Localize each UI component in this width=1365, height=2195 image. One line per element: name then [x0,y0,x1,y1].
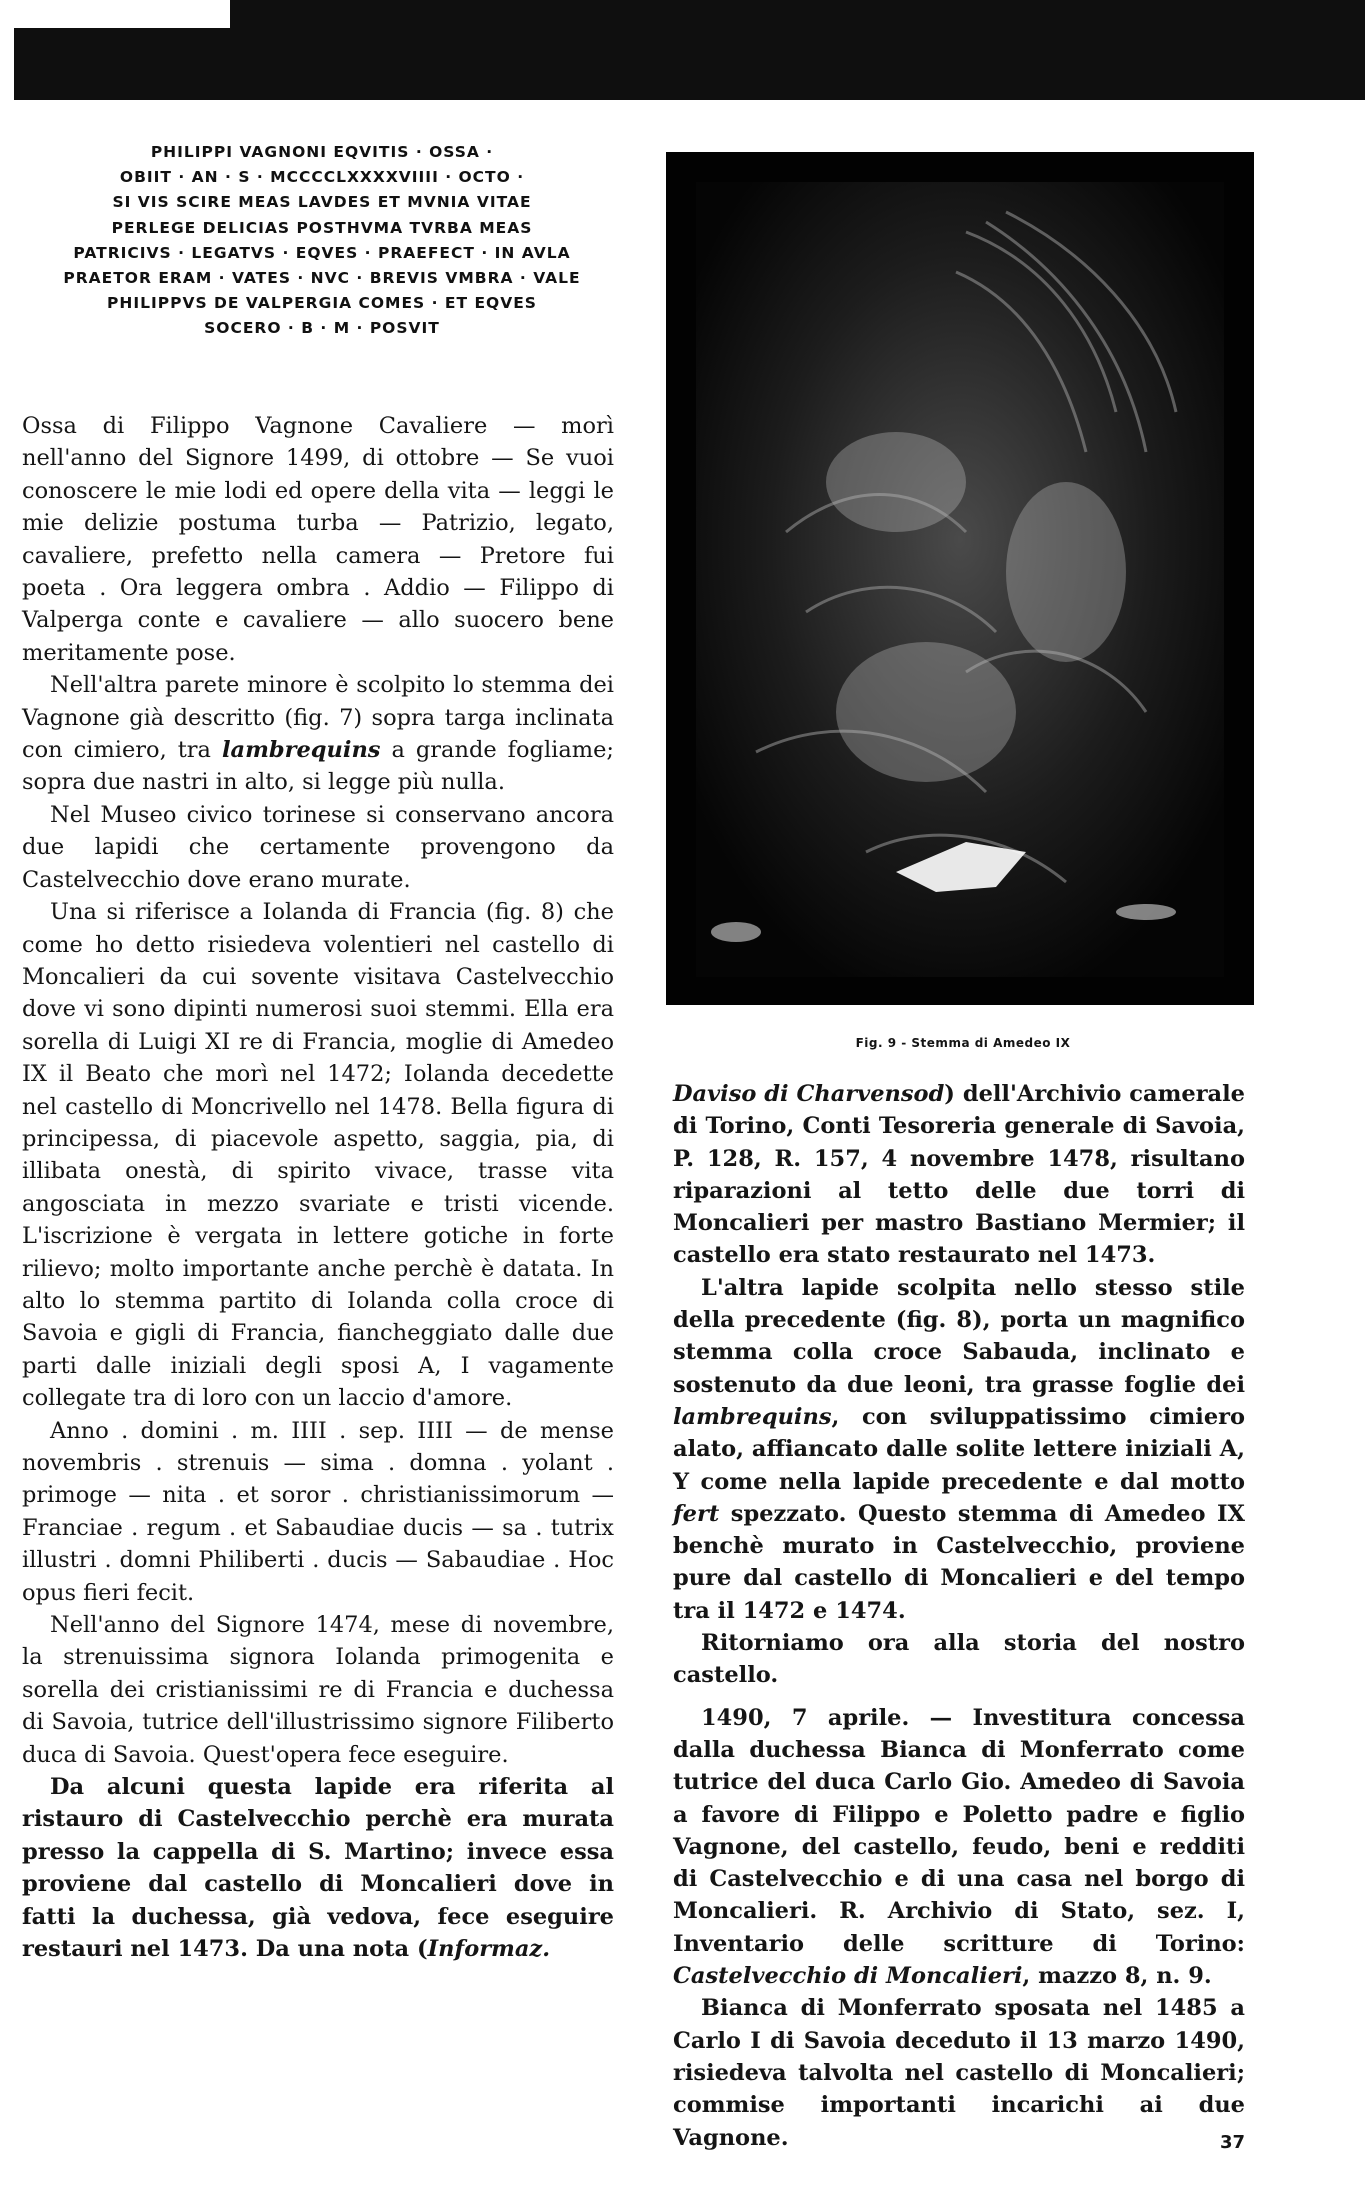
paragraph-vagnone-crest [22,669,614,799]
paragraph-inscription-translation: Nell'anno del Signore 1474, mese di novembre, la strenuissima signora Iolanda primogenita e sorella dei cristianissimi re di Francia e duchessa di Savoia, tutrice dell'illustrissimo signore Filiberto duca di Savoia. Quest'opera fece eseguire. [22,1612,614,1768]
scan-edge-corner [0,28,14,100]
stemma-photo-illustration [666,152,1254,1005]
inscription-line: SOCERO · B · M · POSVIT [204,319,440,338]
paragraph-archive-note [673,1078,1245,1272]
scan-top-band [0,0,1365,100]
inscription-line: PHILIPPI VAGNONI EQVITIS · OSSA · [150,143,494,161]
inscription-line: SI VIS SCIRE MEAS LAVDES ET MVNIA VITAE [112,193,532,212]
emphasis: lambrequins [221,737,381,764]
emphasis: fert [673,1500,720,1527]
figure-caption: Fig. 9 - Stemma di Amedeo IX [855,1036,1071,1050]
text-run: , mazzo 8, n. 9. [1022,1963,1212,1990]
page-number: 37 [1220,2132,1246,2153]
scan-edge-light [0,0,230,28]
inscription-line: PHILIPPVS DE VALPERGIA COMES · ET EQVES [107,294,537,313]
right-column [673,1078,1245,2154]
text-run: L'altra lapide scolpita nello stesso stile della precedente (fig. 8), porta un magnifico stemma colla croce Sabauda, inclinato e sostenuto da due leoni, tra grasse foglie dei [673,1274,1245,1398]
emphasis: lambrequins [673,1403,832,1430]
paragraph-second-lapide [673,1272,1245,1627]
latin-inscription [22,140,622,342]
text-run: spezzato. Questo stemma di Amedeo IX benchè murato in Castelvecchio, proviene pure dal castello di Moncalieri e del tempo tra il 1472 e 1474. [673,1500,1245,1624]
text-run: ) dell'Archivio camerale di Torino, Conti Tesoreria generale di Savoia, P. 128, R. 157, 4 novembre 1478, risultano riparazioni al tetto delle due torri di Moncalieri per mastro Bastiano Mermier; il castello era stato restaurato nel 1473. [673,1081,1245,1269]
paragraph-bianca: Bianca di Monferrato sposata nel 1485 a Carlo I di Savoia deceduto il 13 marzo 1490, risiedeva talvolta nel castello di Moncalieri; commise importanti incarichi ai due Vagnone. [673,1995,1245,2151]
paragraph-gothic-inscription: Anno . domini . m. IIII . sep. IIII — de mense novembris . strenuis — sima . domna . yolant . primoge — nita . et soror . christianissimorum — Franciae . regum . et Sabaudiae ducis — sa . tutrix illustri . domni Philiberti . ducis — Sabaudiae . Hoc opus fieri fecit. [22,1417,614,1606]
left-column [22,410,614,1966]
inscription-line: PATRICIVS · LEGATVS · EQVES · PRAEFECT · IN AVLA [73,243,571,262]
inscription-line: PRAETOR ERAM · VATES · NVC · BREVIS VMBRA · VALE [63,269,581,288]
text-run: 1490, 7 aprile. — Investitura concessa dalla duchessa Bianca di Monferrato come tutrice del duca Carlo Gio. Amedeo di Savoia a favore di Filippo e Poletto padre e figlio Vagnone, del castello, feudo, beni e redditi di Castelvecchio e di una casa nel borgo di Moncalieri. R. Archivio di Stato, sez. I, Inventario delle scritture di Torino: [673,1704,1245,1957]
paragraph-translation: Ossa di Filippo Vagnone Cavaliere — morì nell'anno del Signore 1499, di ottobre — Se vuoi conoscere le mie lodi ed opere della vita — leggi le mie delizie postuma turba — Patrizio, legato, cavaliere, prefetto nella camera — Pretore fui poeta . Ora leggera ombra . Addio — Filippo di Valperga conte e cavaliere — allo suocero bene meritamente pose. [22,413,614,666]
inscription-line: PERLEGE DELICIAS POSTHVMA TVRBA MEAS [111,218,533,237]
text-run: Da alcuni questa lapide era riferita al ristauro di Castelvecchio perchè era murata presso la cappella di S. Martino; invece essa proviene dal castello di Moncalieri dove in fatti la duchessa, già vedova, fece eseguire restauri nel 1473. Da una nota ( [22,1774,614,1963]
inscription-line: OBIIT · AN · S · MCCCCLXXXXVIIII · OCTO · [119,168,525,187]
text-run: , con sviluppatissimo cimiero alato, affiancato dalle solite lettere iniziali A, Y come nella lapide precedente e dal motto [673,1403,1245,1495]
paragraph-iolanda: Una si riferisce a Iolanda di Francia (fig. 8) che come ho detto risiedeva volentieri nel castello di Moncalieri da cui sovente visitava Castelvecchio dove vi sono dipinti numerosi suoi stemmi. Ella era sorella di Luigi XI re di Francia, moglie di Amedeo IX il Beato che morì nel 1472; Iolanda decedette nel castello di Moncrivello nel 1478. Bella figura di principessa, di piacevole aspetto, saggia, pia, di illibata onestà, di spirito vivace, trasse vita angosciata in mezzo svariate e tristi vicende. L'iscrizione è vergata in lettere gotiche in forte rilievo; molto importante anche perchè è datata. In alto lo stemma partito di Iolanda colla croce di Savoia e gigli di Francia, fiancheggiato dalle due parti dalle iniziali degli sposi A, I vagamente collegate tra di loro con un laccio d'amore. [22,899,614,1412]
emphasis: Castelvecchio di Moncalieri [673,1963,1023,1990]
paragraph-museum: Nel Museo civico torinese si conservano ancora due lapidi che certamente provengono da Castelvecchio dove erano murate. [22,801,614,893]
paragraph-return-history: Ritorniamo ora alla storia del nostro castello. [673,1630,1245,1689]
emphasis: Daviso di Charvensod [673,1081,945,1107]
text-run: Nell'altra parete minore è scolpito lo stemma dei Vagnone già descritto (fig. 7) sopra targa inclinata con cimiero, tra [22,672,614,764]
emphasis: Informaz. [427,1936,551,1963]
figure-photo-stemma [666,152,1254,1005]
text-run: a grande fogliame; sopra due nastri in alto, si legge più nulla. [22,737,614,796]
paragraph-investitura [673,1702,1245,1993]
paragraph-restoration [22,1771,614,1965]
